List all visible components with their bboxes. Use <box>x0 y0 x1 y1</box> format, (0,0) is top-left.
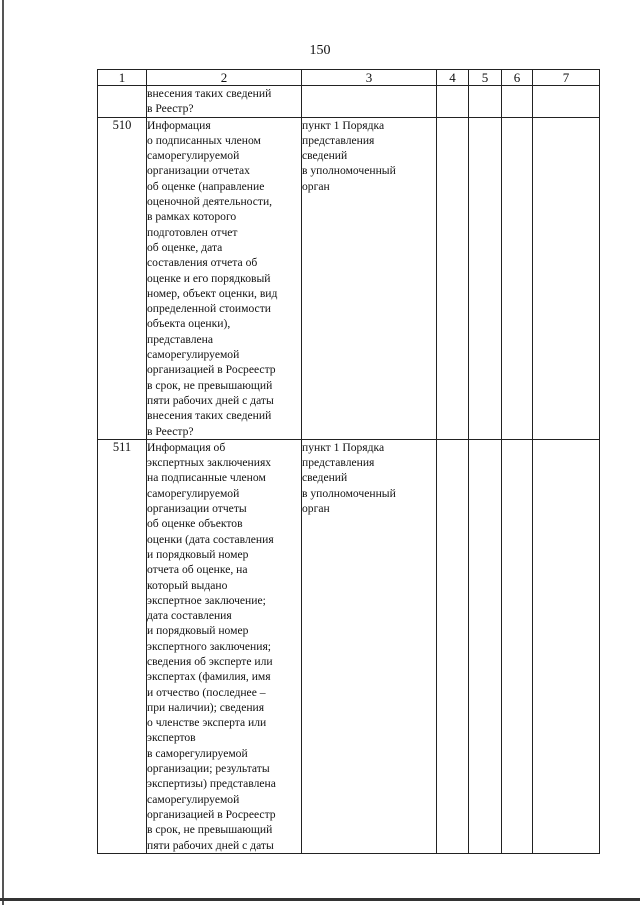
text-line: определенной стоимости <box>147 302 271 316</box>
table-row <box>98 117 600 439</box>
text-line: экспертов <box>147 731 196 745</box>
text-line: оценочной деятельности, <box>147 195 273 209</box>
text-line: при наличии); сведения <box>147 700 265 714</box>
text-line: организации; результаты <box>147 762 270 776</box>
text-line: об оценке объектов <box>147 517 243 531</box>
empty-cell <box>533 117 600 439</box>
text-line: в Реестр? <box>147 424 194 438</box>
empty-cell <box>469 117 502 439</box>
text-line: составления отчета об <box>147 256 258 270</box>
text-line: пяти рабочих дней с даты <box>147 838 274 852</box>
text-line: номер, объект оценки, вид <box>147 286 278 300</box>
column-header: 2 <box>147 70 302 86</box>
text-line: пяти рабочих дней с даты <box>147 393 274 407</box>
header-row <box>98 70 600 86</box>
text-line: Информация <box>147 118 211 132</box>
text-line: оценке и его порядковый <box>147 271 271 285</box>
text-line: об оценке, дата <box>147 240 223 254</box>
text-line: организацией в Росреестр <box>147 363 276 377</box>
text-line: организации отчетах <box>147 164 250 178</box>
text-line: в рамках которого <box>147 210 237 224</box>
text-line: экспертах (фамилия, имя <box>147 670 271 684</box>
registry-table <box>97 69 600 854</box>
text-line: в Реестр? <box>147 102 194 116</box>
text-line: который выдано <box>147 578 228 592</box>
text-line: об оценке (направление <box>147 179 265 193</box>
text-line: в срок, не превышающий <box>147 823 273 837</box>
text-line: саморегулируемой <box>147 792 240 806</box>
text-line: и порядковый номер <box>147 624 249 638</box>
empty-cell <box>502 86 533 118</box>
empty-cell <box>533 439 600 853</box>
reference-line: орган <box>302 502 330 516</box>
text-line: о подписанных членом <box>147 133 261 147</box>
table-row <box>98 439 600 853</box>
column-header: 3 <box>302 70 437 86</box>
text-line: внесения таких сведений <box>147 87 272 100</box>
empty-cell <box>469 439 502 853</box>
text-line: отчета об оценке, на <box>147 563 248 577</box>
column-header: 6 <box>502 70 533 86</box>
text-line: организации отчеты <box>147 502 247 516</box>
column-header: 5 <box>469 70 502 86</box>
column-header: 7 <box>533 70 600 86</box>
text-line: саморегулируемой <box>147 486 240 500</box>
text-line: сведения об эксперте или <box>147 654 273 668</box>
scan-bottom-border <box>0 898 640 901</box>
text-line: оценки (дата составления <box>147 532 274 546</box>
text-line: о членстве эксперта или <box>147 716 267 730</box>
reference-line: в уполномоченный <box>302 164 396 178</box>
text-line: саморегулируемой <box>147 149 240 163</box>
empty-cell <box>502 439 533 853</box>
column-header: 1 <box>98 70 147 86</box>
reference-line: представления <box>302 456 375 470</box>
text-line: на подписанные членом <box>147 471 266 485</box>
question-cell <box>147 117 302 439</box>
row-number-cell: 511 <box>98 439 147 853</box>
row-number-cell <box>98 86 147 118</box>
scan-left-border <box>2 0 4 905</box>
empty-cell <box>469 86 502 118</box>
text-line: в саморегулируемой <box>147 746 248 760</box>
reference-line: пункт 1 Порядка <box>302 118 385 132</box>
question-cell <box>147 439 302 853</box>
reference-cell <box>302 117 437 439</box>
text-line: в срок, не превышающий <box>147 378 273 392</box>
reference-line: в уполномоченный <box>302 486 396 500</box>
reference-cell <box>302 86 437 118</box>
text-line: экспертизы) представлена <box>147 777 276 791</box>
text-line: экспертных заключениях <box>147 456 272 470</box>
empty-cell <box>437 117 469 439</box>
text-line: объекта оценки), <box>147 317 231 331</box>
column-header: 4 <box>437 70 469 86</box>
text-line: экспертного заключения; <box>147 639 271 653</box>
text-line: и порядковый номер <box>147 547 249 561</box>
reference-line: сведений <box>302 149 348 163</box>
empty-cell <box>502 117 533 439</box>
continuation-row <box>98 86 600 118</box>
reference-line: пункт 1 Порядка <box>302 440 385 454</box>
empty-cell <box>437 86 469 118</box>
text-line: Информация об <box>147 440 226 454</box>
text-line: экспертное заключение; <box>147 593 266 607</box>
reference-line: представления <box>302 133 375 147</box>
question-cell <box>147 86 302 118</box>
reference-line: орган <box>302 179 330 193</box>
text-line: дата составления <box>147 609 232 623</box>
empty-cell <box>437 439 469 853</box>
text-line: подготовлен отчет <box>147 225 238 239</box>
text-line: внесения таких сведений <box>147 409 272 423</box>
text-line: и отчество (последнее – <box>147 685 266 699</box>
reference-line: сведений <box>302 471 348 485</box>
page-number: 150 <box>309 43 331 58</box>
text-line: саморегулируемой <box>147 348 240 362</box>
text-line: представлена <box>147 332 213 346</box>
text-line: организацией в Росреестр <box>147 807 276 821</box>
row-number-cell: 510 <box>98 117 147 439</box>
reference-cell <box>302 439 437 853</box>
empty-cell <box>533 86 600 118</box>
